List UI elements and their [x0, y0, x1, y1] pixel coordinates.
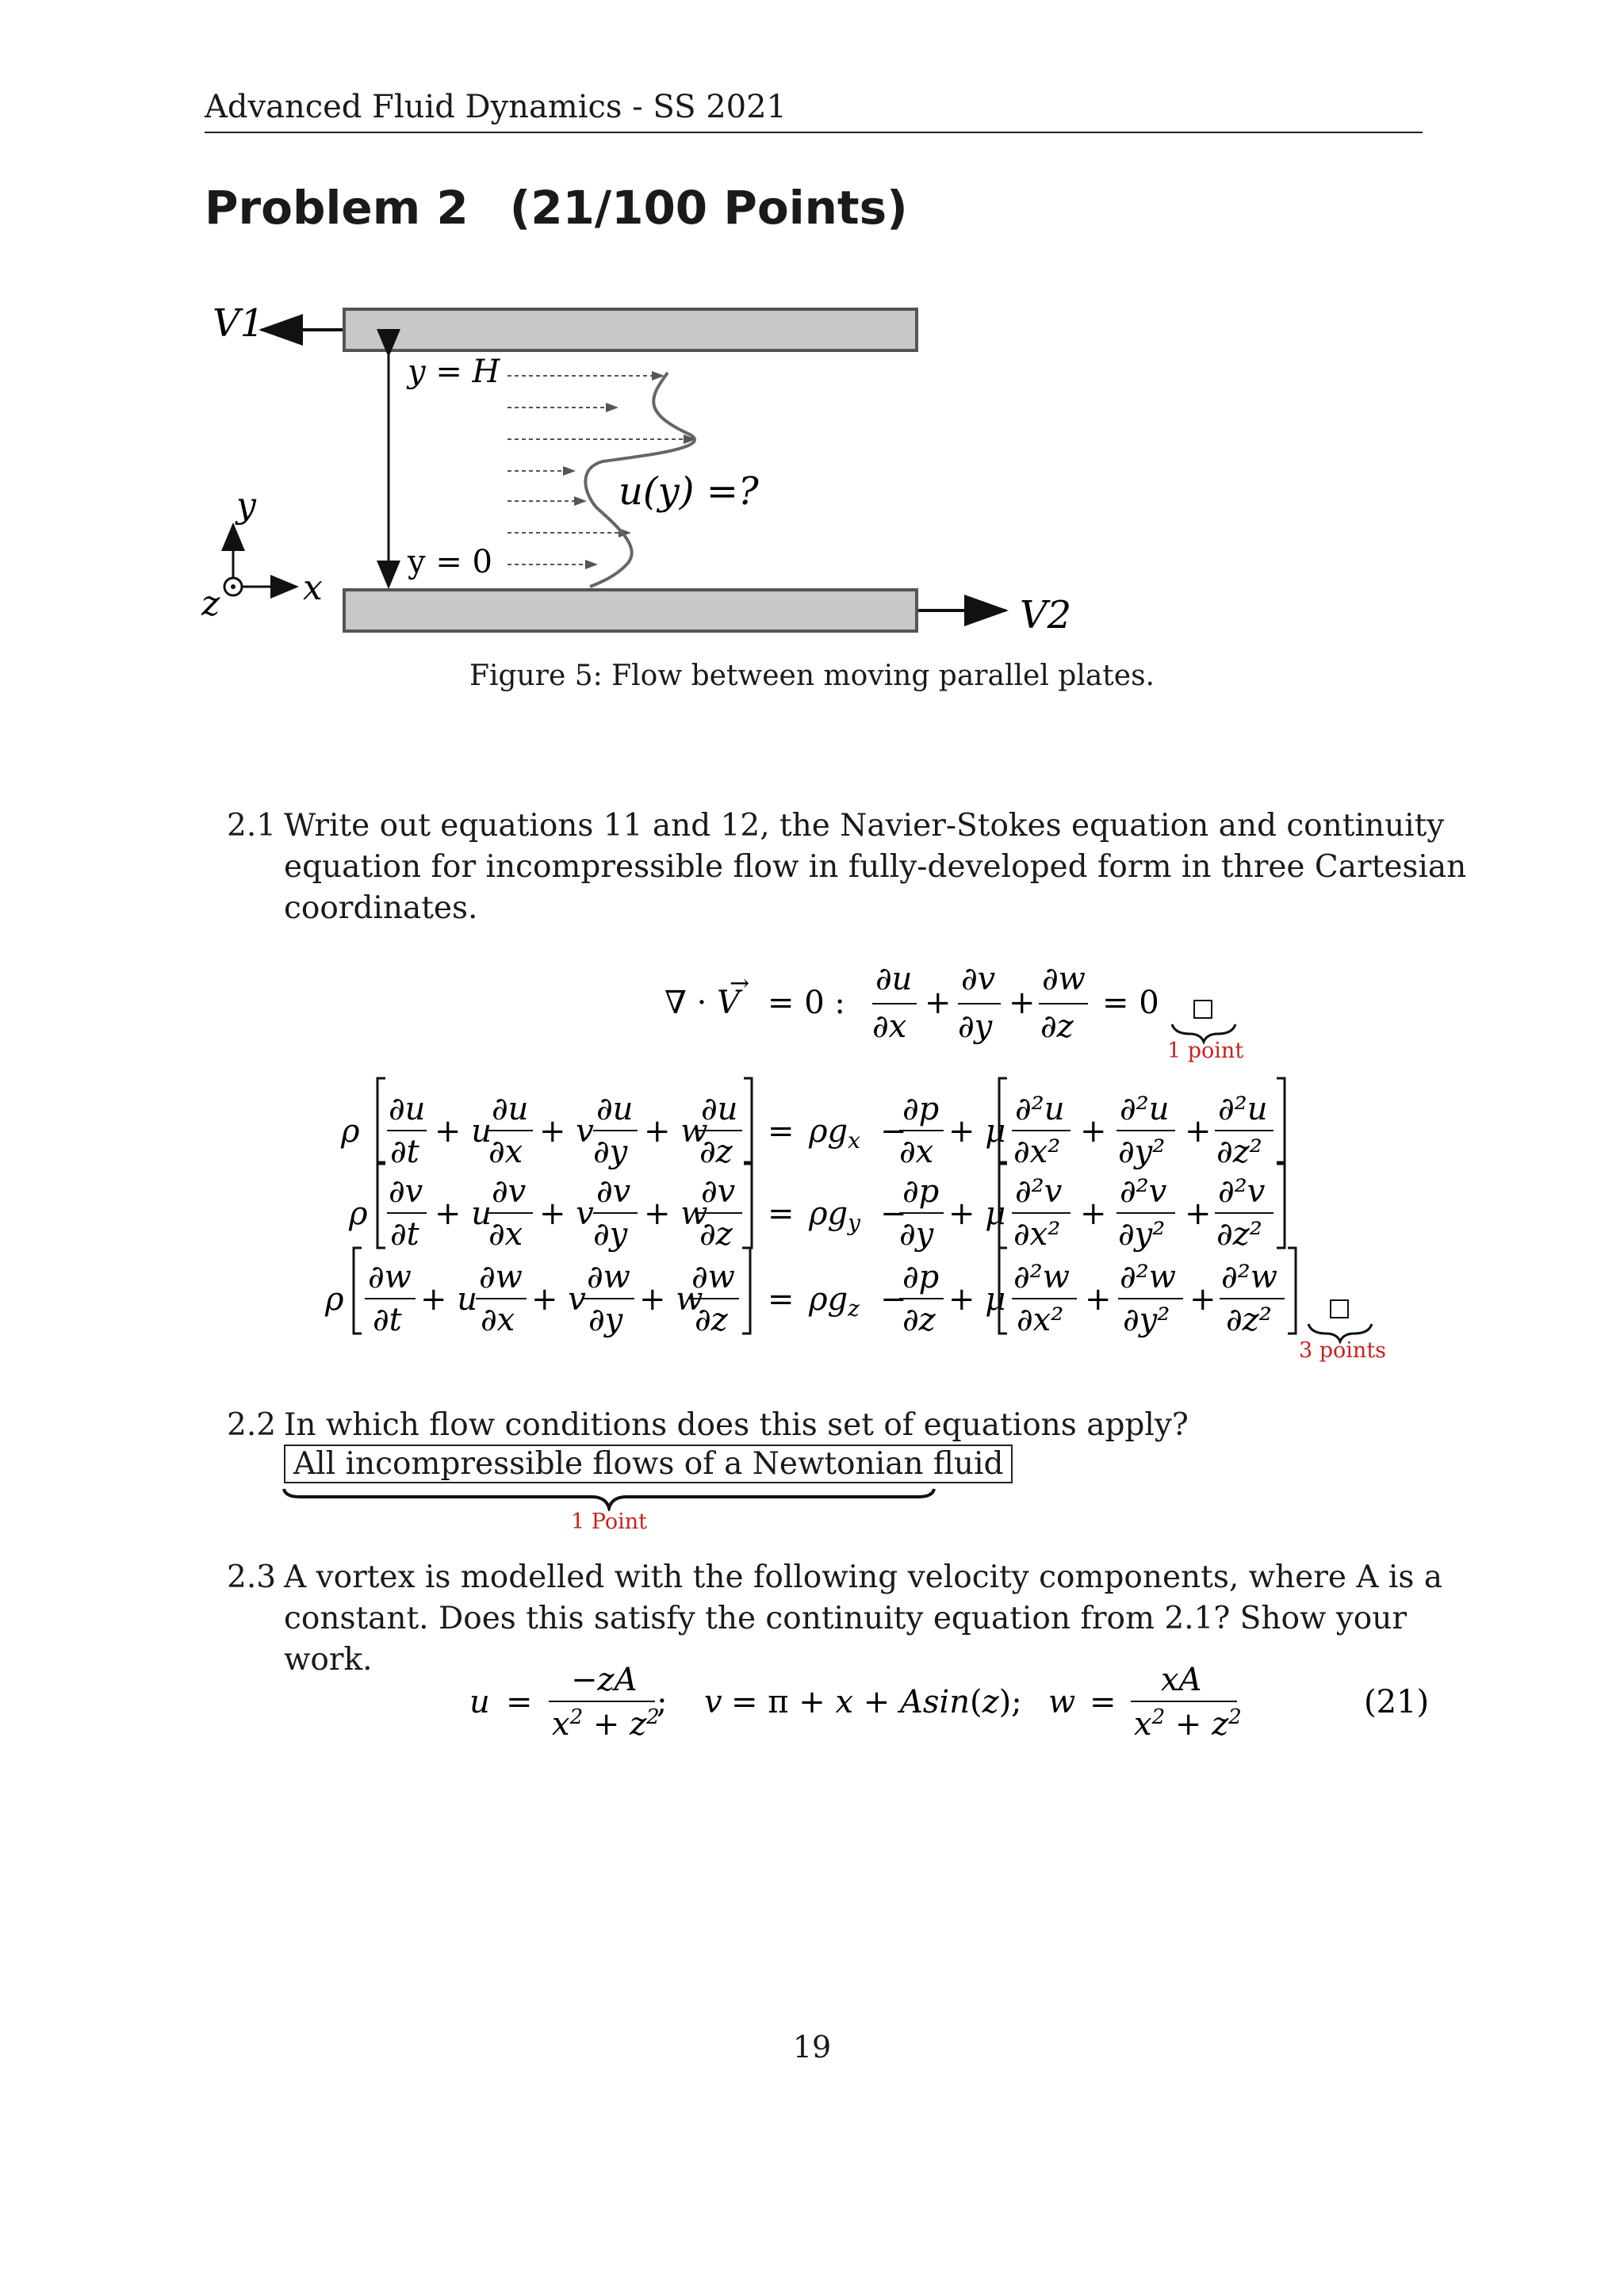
- svg-text:∂w: ∂w: [479, 1259, 523, 1295]
- svg-text:+ u: + u: [420, 1281, 477, 1318]
- svg-text:= 0: = 0: [1102, 985, 1159, 1021]
- bottom-plate: [344, 590, 917, 631]
- svg-text:∂p: ∂p: [902, 1259, 940, 1295]
- axis-x-label: x: [303, 568, 323, 608]
- continuity-points: 1 point: [1167, 1039, 1244, 1063]
- svg-text:+ u: + u: [435, 1113, 492, 1150]
- svg-text:∂x²: ∂x²: [1013, 1216, 1061, 1253]
- svg-text:∂w: ∂w: [587, 1259, 630, 1295]
- svg-text:∂²v: ∂²v: [1218, 1173, 1266, 1210]
- axis-y-label: y: [236, 485, 256, 526]
- svg-text:−: −: [880, 1196, 907, 1232]
- z-momentum-equation: [324, 1248, 1372, 1341]
- svg-text:+ μ: + μ: [948, 1113, 1006, 1150]
- svg-text:∂y²: ∂y²: [1118, 1216, 1166, 1253]
- question-number: 2.3: [227, 1559, 277, 1595]
- svg-text:∂w: ∂w: [368, 1259, 412, 1295]
- svg-text:∂v: ∂v: [701, 1173, 736, 1210]
- flow-figure: [0, 285, 1624, 650]
- svg-text:∂y: ∂y: [899, 1216, 934, 1253]
- v2-label: V2: [1020, 593, 1072, 637]
- svg-text:∂z²: ∂z²: [1216, 1216, 1262, 1253]
- problem-points: (21/100 Points): [509, 181, 908, 235]
- svg-text:=: =: [768, 1281, 795, 1318]
- question-text: A vortex is modelled with the following velocity components, where A is a constant. Does this satisfy the continuity equation from 2.1? Show your work.: [284, 1559, 1443, 1678]
- svg-text:=: =: [1090, 1684, 1116, 1720]
- svg-text:+: +: [1085, 1281, 1112, 1318]
- svg-text:∂x: ∂x: [488, 1216, 523, 1253]
- svg-text:→: →: [730, 970, 750, 997]
- svg-text:∂t: ∂t: [373, 1302, 402, 1338]
- svg-text:ρgy: $\rho g_y$: [809, 1196, 860, 1236]
- svg-text:u: u: [469, 1684, 490, 1720]
- svg-text:∂²u: ∂²u: [1120, 1091, 1170, 1127]
- svg-text:∂y: ∂y: [958, 1008, 993, 1045]
- svg-text:x2 + z2: $x^2 + z^2$: [552, 1705, 660, 1743]
- svg-text:∂v: ∂v: [596, 1173, 631, 1210]
- svg-text:∂z²: ∂z²: [1216, 1134, 1262, 1170]
- svg-text:∂u: ∂u: [389, 1091, 426, 1127]
- svg-text:∂²u: ∂²u: [1015, 1091, 1065, 1127]
- equation-number: (21): [1364, 1684, 1430, 1720]
- navier-stokes-equations: [0, 943, 1624, 1387]
- vortex-equation: [0, 1649, 1624, 1760]
- svg-text:∂²w: ∂²w: [1120, 1259, 1176, 1295]
- svg-text:+: +: [1185, 1113, 1212, 1150]
- svg-text:∂x: ∂x: [488, 1134, 523, 1170]
- question-2-3: [227, 1557, 1443, 1678]
- svg-text:+: +: [1189, 1281, 1216, 1318]
- answer-underbrace: [282, 1487, 936, 1511]
- svg-text:∂p: ∂p: [902, 1173, 940, 1210]
- svg-text:∂x: ∂x: [481, 1302, 515, 1338]
- svg-text:∂²v: ∂²v: [1015, 1173, 1063, 1210]
- svg-text:ρ: ρ: [341, 1113, 360, 1150]
- svg-text:xA: xA: [1161, 1662, 1202, 1698]
- top-plate: [344, 309, 917, 350]
- svg-text:∂x: ∂x: [899, 1134, 934, 1170]
- profile-label: u(y) =?: [619, 469, 759, 514]
- svg-text:∂z: ∂z: [695, 1302, 728, 1338]
- svg-text:∂x²: ∂x²: [1017, 1302, 1064, 1338]
- svg-text:ρ: ρ: [325, 1281, 344, 1318]
- svg-text:∂²v: ∂²v: [1120, 1173, 1167, 1210]
- svg-text:∂p: ∂p: [902, 1091, 940, 1127]
- svg-text:∂w: ∂w: [691, 1259, 735, 1295]
- svg-text:+: +: [1080, 1113, 1107, 1150]
- figure-caption: Figure 5: Flow between moving parallel plates.: [469, 660, 1155, 692]
- svg-text:∂y: ∂y: [588, 1302, 623, 1338]
- question-2-1: [227, 806, 1467, 926]
- question-number: 2.2: [227, 1407, 277, 1443]
- svg-text:∂t: ∂t: [390, 1216, 419, 1253]
- svg-text:∂z: ∂z: [1040, 1008, 1074, 1045]
- svg-text:w: w: [1048, 1684, 1076, 1720]
- svg-text:∂v: ∂v: [389, 1173, 423, 1210]
- svg-text:∂z: ∂z: [699, 1134, 733, 1170]
- svg-text:+: +: [1185, 1196, 1212, 1232]
- svg-text:∂w: ∂w: [1042, 961, 1086, 997]
- svg-text:v: v: [704, 1684, 722, 1720]
- running-header: Advanced Fluid Dynamics - SS 2021: [205, 89, 787, 125]
- question-2-2: [227, 1405, 1424, 1446]
- svg-text:∂v: ∂v: [492, 1173, 527, 1210]
- svg-text:x2 + z2: $x^2 + z^2$: [1134, 1705, 1242, 1743]
- problem-title: [205, 181, 908, 235]
- svg-text:+ μ: + μ: [948, 1281, 1006, 1318]
- svg-text:∂²w: ∂²w: [1013, 1259, 1070, 1295]
- svg-text:= π + x + Asin(z);: = π + x + Asin(z);: [731, 1684, 1022, 1720]
- answer-points: 1 Point: [571, 1510, 647, 1534]
- y-bottom-label: y = 0: [408, 544, 492, 580]
- svg-text:∂z²: ∂z²: [1226, 1302, 1272, 1338]
- svg-text:+ v: + v: [539, 1196, 594, 1232]
- svg-text:∇ · V: ∇ · V: [665, 985, 740, 1021]
- svg-text:;: ;: [657, 1684, 668, 1720]
- svg-text:∂y²: ∂y²: [1123, 1302, 1170, 1338]
- svg-text:∂²w: ∂²w: [1221, 1259, 1277, 1295]
- page-number: 19: [792, 2030, 832, 2064]
- svg-text:−zA: −zA: [571, 1662, 638, 1698]
- ns-points: 3 points: [1299, 1338, 1387, 1363]
- svg-text:∂u: ∂u: [701, 1091, 738, 1127]
- svg-text:= 0 :: = 0 :: [768, 985, 845, 1021]
- question-text: In which flow conditions does this set of equations apply?: [284, 1407, 1189, 1443]
- y-momentum-equation: [348, 1162, 1285, 1253]
- svg-text:ρgx: $\rho g_x$: [809, 1113, 860, 1154]
- svg-text:∂z: ∂z: [699, 1216, 733, 1253]
- svg-text:+ w: + w: [644, 1113, 708, 1150]
- axis-z-label: z: [201, 584, 220, 624]
- svg-text:∂²u: ∂²u: [1218, 1091, 1268, 1127]
- svg-text:∂y²: ∂y²: [1118, 1134, 1166, 1170]
- svg-text:∂u: ∂u: [875, 961, 913, 997]
- svg-text:+ v: + v: [539, 1113, 594, 1150]
- header-rule: [205, 132, 1423, 133]
- svg-text:=: =: [506, 1684, 533, 1720]
- svg-text:=: =: [768, 1113, 795, 1150]
- svg-text:ρgz: $\rho g_z$: [809, 1281, 860, 1322]
- svg-text:∂v: ∂v: [961, 961, 996, 997]
- svg-text:+ u: + u: [435, 1196, 492, 1232]
- svg-text:∂y: ∂y: [593, 1134, 628, 1170]
- svg-text:+ μ: + μ: [948, 1196, 1006, 1232]
- svg-text:∂t: ∂t: [390, 1134, 419, 1170]
- question-number: 2.1: [227, 808, 277, 844]
- svg-text:+ v: + v: [531, 1281, 586, 1318]
- answer-box: All incompressible flows of a Newtonian fluid: [284, 1445, 1013, 1483]
- svg-text:−: −: [880, 1113, 907, 1150]
- svg-text:+: +: [1080, 1196, 1107, 1232]
- svg-text:∂u: ∂u: [596, 1091, 634, 1127]
- svg-text:+ w: + w: [639, 1281, 703, 1318]
- svg-text:=: =: [768, 1196, 795, 1232]
- svg-text:ρ: ρ: [349, 1196, 368, 1232]
- y-top-label: y = H: [408, 354, 500, 390]
- svg-text:+ w: + w: [644, 1196, 708, 1232]
- svg-text:∂z: ∂z: [902, 1302, 936, 1338]
- svg-text:∂u: ∂u: [492, 1091, 529, 1127]
- svg-text:∂y: ∂y: [593, 1216, 628, 1253]
- continuity-equation: [665, 961, 1235, 1045]
- svg-text:−: −: [880, 1281, 907, 1318]
- problem-label: Problem 2: [205, 181, 469, 235]
- question-text: Write out equations 11 and 12, the Navier-Stokes equation and continuity equation for incompressible flow in fully-developed form in three Cartesian coordinates.: [284, 808, 1467, 926]
- svg-text:∂x: ∂x: [872, 1008, 907, 1045]
- v1-label: V1: [213, 301, 265, 346]
- svg-text:∂x²: ∂x²: [1013, 1134, 1061, 1170]
- svg-text:+: +: [925, 985, 952, 1021]
- x-momentum-equation: [340, 1078, 1285, 1170]
- svg-text:+: +: [1009, 985, 1036, 1021]
